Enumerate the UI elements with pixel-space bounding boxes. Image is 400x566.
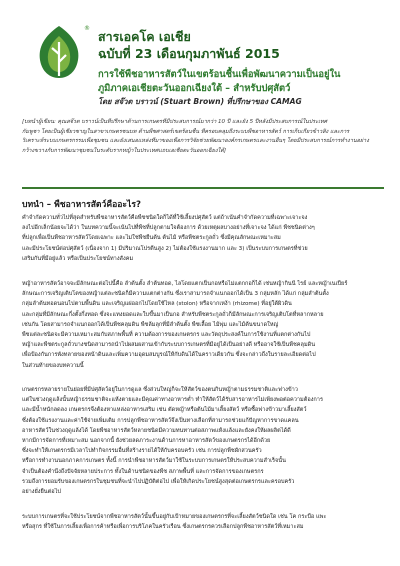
- abstract-line: กัมพูชา โดยเป็นผู้เชี่ยวชาญในสาขาเกษตรชนบท ด้านพืชศาสตร์เขตร้อนชื้น ที่ครอบคลุมถึงระบบพืชอาหารสัตว์ การเก็บเกี่ยวข้าวสิ่ง และการ: [22, 128, 350, 135]
- body-line: หรือสุกร ที่ใช้ในการเลี้ยงเพื่อการค้าหรือเพื่อการบริโภคในครัวเรือน ซึ่งเกษตรกรควรเลือกปลูกพืชอาหารสัตว์ที่เหมาะสม: [22, 524, 304, 531]
- body-line: ลงไปอีกเล็กน้อยจะได้ว่า ในบทความนี้จะเน้นไปที่พืชที่ปลูกตามใจต้องการ ด้วยเหตุผลบางอย่างที่เจาะจง ได้แก่ พืชชนิดต่างๆ: [22, 225, 315, 232]
- body-line: เสริมกันที่มีอยู่แล้ว หรือเป็นประโยชน์ทางสังคม: [22, 255, 134, 262]
- body-line: และมีน้ำหนักลดลง เกษตรกรจึงต้องหาแหล่งอาหารเสริม เช่น ตัดหญ้าหรือต้นไม้มาเลี้ยงสัตว์ หรือซื้อฟางข้าวมาเลี้ยงสัตว์: [22, 407, 307, 414]
- body-line: แต่ในช่วงฤดูแล้งนั้นหญ้าธรรมชาติจะแห้งตายและมีคุณค่าทางอาหารต่ำ ทำให้สัตว์ได้รับสารอาหารไม่เพียงพอต่อความต้องการ: [22, 397, 323, 404]
- body-line: คำจำกัดความทั่วไปที่สุดสำหรับพืชอาหารสัตว์คือพืชชนิดใดก็ได้ที่ใช้เลี้ยงปศุสัตว์ แต่ถ้าเน้นคำจำกัดความที่เฉพาะเจาะจง: [22, 215, 308, 221]
- article-title-line-1: การใช้พืชอาหารสัตว์ในเขตร้อนชื้นเพื่อพัฒนาความเป็นอยู่ใน: [98, 69, 341, 80]
- paragraph-4: [22, 512, 384, 532]
- body-line: หญ้าและพืชตระกูลถั่วบางชนิดสามารถนำไปผสมผสานเข้ากับระบบการเกษตรที่มีอยู่ได้เป็นอย่างดี หรืออาจใช้เป็นพืชคลุมดิน: [22, 342, 316, 349]
- author-abstract: [22, 118, 384, 156]
- body-line: ที่ปลูกเพื่อเป็นพืชอาหารสัตว์โดยเฉพาะ และไม่ใช่พืชยืนต้น ต้นไม้ หรือพืชตระกูลถั่ว ซึ่งมีคุณลักษณะเหมาะสม: [22, 235, 281, 242]
- article-title-line-2: ภูมิภาคเอเชียตะวันออกเฉียงใต้ – สำหรับปศุสัตว์: [98, 83, 291, 94]
- echo-logo-icon: [34, 24, 84, 80]
- article-byline: โดย สจ๊วต บราวน์ (Stuart Brown) ที่ปรึกษาของ CAMAG: [98, 97, 302, 106]
- abstract-line: กว้างขวางกับการพัฒนาชุมชนในระดับรากหญ้าในประเทศแถบเอเชียตะวันออกเฉียงใต้]: [22, 147, 226, 154]
- paragraph-1: [22, 213, 384, 264]
- body-line: กลุ่มลำต้นทอดนอนไปตามพื้นดิน และเจริญแผ่ออกไปโดยใช้ไหล (stolon) หรือจากเหง้า (rhizome) ที่อยู่ใต้ผิวดิน: [22, 301, 292, 308]
- body-line: ลักษณะการเจริญเติบโตของหญ้าแต่ละชนิดก็มีความแตกต่างกัน ซึ่งเราสามารถจำแนกออกได้เป็น 3 กลุ่มหลัก ได้แก่ กลุ่มลำต้นตั้ง: [22, 291, 329, 298]
- article-header: [98, 68, 394, 108]
- body-line: จำเป็นต้องคำนึงถึงปัจจัยหลายประการ ทั้งในด้านชนิดของพืช สภาพพื้นที่ และการจัดการของเกษตรกร: [22, 468, 264, 475]
- paragraph-2: [22, 279, 384, 371]
- body-line: รวมถึงการยอมรับของเกษตรกรในชุมชนที่จะนำไปปฏิบัติต่อไป เพื่อให้เกิดประโยชน์สูงสุดต่อเกษตรกรและครอบครัว: [22, 478, 295, 485]
- abstract-line: [บทนำผู้เขียน: คุณสจ๊วต บราวน์เป็นที่ปรึกษาด้านการเกษตรที่มีประสบการณ์มากว่า 10 ปี และยัง 5 ปีหลังมีประสบการณ์ในประเทศ: [22, 119, 328, 125]
- body-line: หญ้าอาหารสัตว์อาจจะมีลักษณะต่อไปนี้คือ ลำต้นตั้ง ลำต้นทอด, ไลโดยแตกเป็นกอหรือไม่แตกกอก็ได้ เช่นหญ้ากินนี ไรย์ และหญ้าเนเปียร์: [22, 281, 348, 287]
- section-heading: บทนำ – พืชอาหารสัตว์คืออะไร?: [22, 200, 141, 210]
- body-line: และมีประโยชน์ต่อปศุสัตว์ (เนื่องจาก 1) มีปริมาณโปรตีนสูง 2) ไม่ต้องใช้แรงงานมาก และ 3) เป็นระบบการเกษตรที่ช่วย: [22, 245, 308, 252]
- body-line: เพื่อป้องกันการพังทลายของหน้าดินและเพิ่มความอุดมสมบูรณ์ให้กับดินได้ในคราวเดียวกัน ซึ่งจะกล่าวถึงในรายละเอียดต่อไป: [22, 352, 316, 359]
- body-line: เช่นกัน โดยสามารถจำแนกออกได้เป็นพืชคลุมดิน พืชล้มลุกที่มีลำต้นตั้ง พืชเลื้อย ไม้พุ่ม และไม้ต้นขนาดใหญ่: [22, 321, 279, 328]
- body-line: และกลุ่มที่มีลักษณะกึ่งตั้งกึ่งทอด ซึ่งจะแทงยอดและใบขึ้นมาเป็นกอ สำหรับพืชตระกูลถั่วก็มีลักษณะการเจริญเติบโตที่หลากหลาย: [22, 311, 324, 318]
- paragraph-3: [22, 385, 384, 497]
- newsletter-title: สารเอคโค เอเชีย: [98, 29, 191, 44]
- body-line: อย่างยั่งยืนต่อไป: [22, 488, 61, 495]
- body-line: ในส่วนท้ายของบทความนี้: [22, 362, 84, 369]
- section-divider: [22, 187, 384, 189]
- body-line: ระบบการเกษตรที่จะใช้ประโยชน์จากพืชอาหารสัตว์นั้นขึ้นอยู่กับเป้าหมายของเกษตรกรที่จะเลี้ยงสัตว์ชนิดใด เช่น โค กระบือ แพะ: [22, 514, 327, 520]
- body-line: อาหารสัตว์ในช่วงฤดูแล้งได้ โดยพืชอาหารสัตว์หลายชนิดมีความทนทานต่อสภาพแห้งแล้งและยังคงให้ผลผลิตได้ดี: [22, 427, 291, 434]
- body-line: เกษตรกรหลายรายในย่อยที่มีปศุสัตว์อยู่ในการดูแล ซึ่งส่วนใหญ่ก็จะให้สัตว์ของตนกินหญ้าตามธรรมชาติและฟางข้าว: [22, 387, 298, 393]
- body-line: หากมีการจัดการที่เหมาะสม นอกจากนี้ ยังช่วยลดภาระงานด้านการหาอาหารสัตว์ของเกษตรกรได้อีกด้วย: [22, 437, 271, 444]
- body-line: ซึ่งต้องใช้แรงงานและค่าใช้จ่ายเพิ่มเติม การปลูกพืชอาหารสัตว์จึงเป็นทางเลือกที่สามารถช่วยแก้ปัญหาการขาดแคลน: [22, 417, 299, 424]
- abstract-line: วิเคราะห์ระบบเกษตรกรรมเพื่อชุมชน และยังเสนอแหล่งที่มาของเพื่อการวิจัยช่วยพัฒนาองค์กรเกษตรและงานอื่นๆ โดยมีประสบการณ์การทำงานอย่าง: [22, 138, 369, 145]
- registered-mark: ®: [84, 25, 90, 32]
- body-line: หรือการทำงานนอกภาคการเกษตร ทั้งนี้ การนำพืชอาหารสัตว์มาใช้ในระบบการเกษตรให้ประสบความสำเร็จนั้น: [22, 458, 286, 465]
- issue-line: ฉบับที่ 23 เดือนกุมภาพันธ์ 2015: [98, 46, 280, 61]
- body-line: ซึ่งจะทำให้เกษตรกรมีเวลาไปทำกิจกรรมอื่นที่สร้างรายได้ให้กับครอบครัว เช่น การปลูกพืชผักสวนครัว: [22, 448, 262, 455]
- masthead: [98, 28, 388, 62]
- body-line: พืชแต่ละชนิดจะมีความเหมาะสมกับสภาพพื้นที่ ความต้องการของเกษตรกร และวัตถุประสงค์ในการใช้งานที่แตกต่างกันไป: [22, 331, 311, 338]
